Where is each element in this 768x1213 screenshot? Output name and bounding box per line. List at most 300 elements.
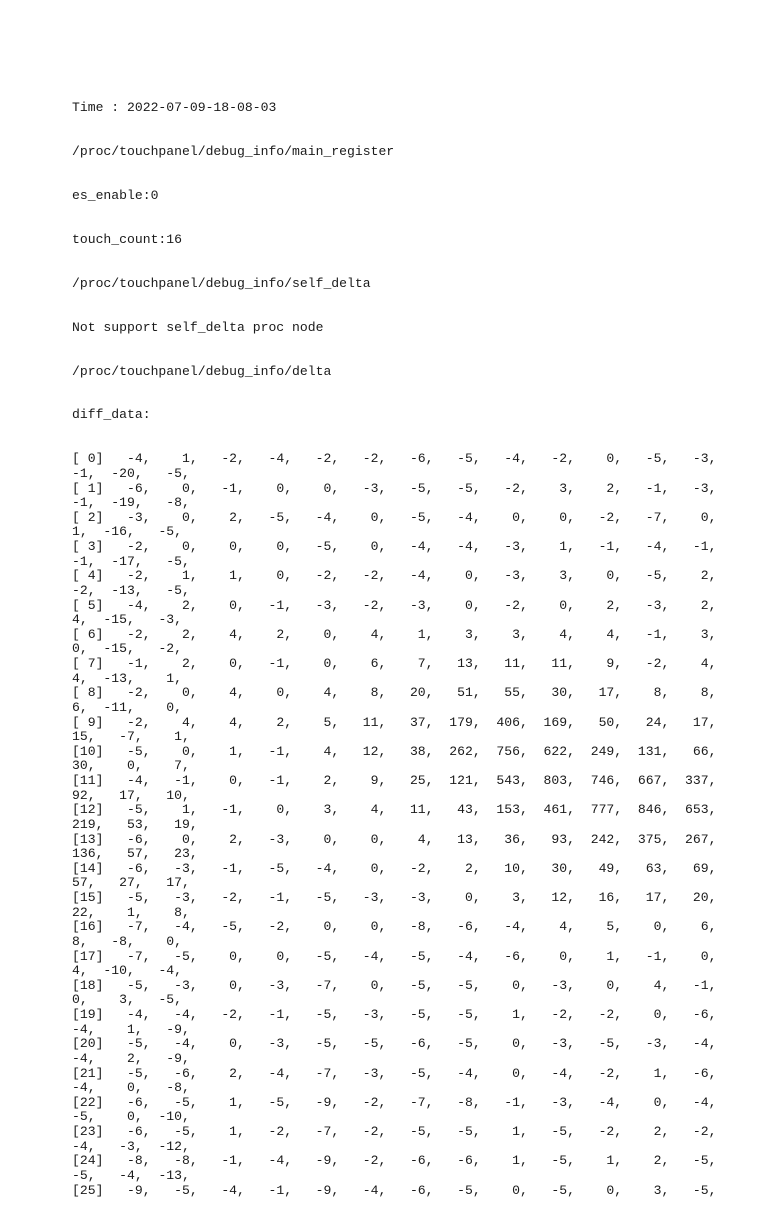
self-delta-message: Not support self_delta proc node (72, 319, 324, 335)
diff-value: -5, (292, 1036, 340, 1052)
diff-value: 777, (575, 802, 623, 818)
diff-value: -6, (150, 1065, 198, 1081)
diff-value: -5, (292, 1007, 340, 1022)
diff-value: -2, (527, 451, 575, 467)
diff-value: 4, (197, 685, 245, 701)
diff-value: -6, (386, 1182, 434, 1198)
diff-value: -4, (480, 451, 528, 467)
diff-value: -3, (150, 977, 198, 993)
diff-value: -3, (527, 1094, 575, 1110)
diff-value: -2, (339, 451, 387, 467)
diff-value: 13, (433, 831, 481, 847)
diff-value: -3, (150, 890, 198, 905)
row-index-label: [ 2] (72, 509, 104, 525)
row-index-label: [ 4] (72, 568, 104, 584)
diff-value: -12, (142, 1138, 190, 1154)
row-index-label: [ 3] (72, 539, 104, 554)
diff-row (72, 773, 717, 789)
diff-value: 756, (480, 743, 528, 759)
diff-value: -2, (339, 1153, 387, 1169)
diff-value: -6, (103, 860, 151, 876)
diff-value: -2, (134, 641, 183, 657)
diff-value: 667, (622, 773, 670, 788)
diff-value: -2, (103, 714, 151, 730)
diff-value: -7, (292, 1124, 340, 1139)
diff-value: -1, (244, 597, 293, 613)
diff-value: 0, (244, 480, 293, 496)
diff-value: -5, (103, 977, 151, 993)
diff-value: -3, (150, 860, 198, 876)
diff-value: 25, (386, 773, 434, 788)
diff-row-continuation (72, 1110, 696, 1125)
diff-value: 6, (669, 919, 717, 935)
row-index-label: [19] (72, 1007, 104, 1022)
diff-value: 27, (95, 875, 143, 891)
diff-value: 92, (72, 787, 96, 803)
diff-value: 0, (480, 977, 528, 993)
diff-value: -5, (386, 1124, 434, 1139)
diff-value: 543, (480, 773, 528, 788)
diff-value: -5, (244, 860, 293, 876)
diff-row-continuation (72, 642, 696, 657)
diff-value: 0, (150, 539, 198, 554)
diff-value: 0, (480, 509, 528, 525)
diff-value: -5, (339, 1036, 387, 1052)
diff-value: 0, (150, 509, 198, 525)
diff-value: 1, (480, 1007, 528, 1022)
diff-value: 57, (103, 846, 151, 862)
diff-row (72, 539, 717, 555)
diff-value: -1, (103, 656, 151, 671)
diff-value: -17, (95, 553, 143, 569)
diff-value: -1, (197, 860, 245, 876)
diff-value: 17, (575, 685, 623, 701)
diff-value: -5, (622, 451, 670, 467)
diff-value: -4, (669, 1094, 717, 1110)
diff-value: -4, (244, 1153, 293, 1169)
diff-value: -9, (292, 1153, 340, 1169)
diff-data-table (72, 451, 717, 1198)
diff-value: 4, (622, 977, 670, 993)
diff-value: -6, (103, 1094, 151, 1110)
diff-value: 2, (150, 626, 198, 642)
diff-value: 746, (575, 773, 623, 788)
diff-row-continuation (72, 935, 696, 950)
diff-value: -4, (575, 1094, 623, 1110)
diff-value: 0, (339, 977, 387, 993)
diff-value: 11, (480, 656, 528, 671)
diff-value: 8, (622, 685, 670, 701)
diff-value: 0, (433, 597, 481, 613)
diff-value: -4, (433, 539, 481, 554)
diff-value: -3, (339, 1065, 387, 1081)
diff-value: 55, (480, 685, 528, 701)
diff-row (72, 509, 717, 526)
diff-value: 0, (480, 1036, 528, 1052)
diff-value: -5, (433, 977, 481, 993)
diff-value: -3, (339, 1007, 387, 1022)
diff-value: 0, (134, 699, 183, 715)
diff-value: 17, (142, 875, 190, 891)
diff-value: -6, (669, 1007, 717, 1022)
diff-row-continuation (72, 789, 696, 804)
diff-value: -3, (527, 977, 575, 993)
diff-value: 0, (72, 641, 88, 657)
diff-value: 10, (142, 787, 190, 803)
diff-value: -5, (134, 992, 183, 1008)
diff-value: 0, (134, 933, 183, 949)
diff-value: 0, (197, 977, 245, 993)
diff-value: -6, (386, 451, 434, 467)
diff-value: -3, (669, 480, 717, 496)
diff-value: -5, (622, 568, 670, 584)
row-index-label: [ 0] (72, 451, 104, 467)
diff-value: -9, (292, 1094, 340, 1110)
diff-row (72, 568, 717, 584)
diff-row (72, 685, 717, 701)
diff-value: 30, (527, 860, 575, 876)
diff-value: -3, (386, 597, 434, 613)
diff-value: -8, (87, 933, 135, 949)
diff-value: 0, (95, 1080, 143, 1096)
diff-value: 1, (95, 904, 143, 920)
diff-value: -5, (142, 582, 190, 598)
diff-value: -4, (134, 963, 183, 979)
row-index-label: [ 9] (72, 714, 104, 730)
diff-value: -5, (103, 743, 151, 759)
diff-value: -5, (386, 977, 434, 993)
diff-value: 10, (480, 860, 528, 876)
diff-row (72, 1182, 717, 1199)
diff-value: -3, (244, 831, 293, 847)
diff-value: 0, (95, 1109, 143, 1125)
es-enable-line: es_enable:0 (72, 188, 159, 203)
diff-value: -5, (134, 524, 183, 540)
diff-value: -4, (622, 539, 670, 554)
diff-row (72, 1124, 717, 1140)
diff-value: 0, (244, 568, 293, 584)
diff-row (72, 1153, 717, 1169)
diff-row-continuation (72, 584, 696, 599)
diff-value: 8, (669, 685, 717, 701)
diff-value: 0, (622, 919, 670, 935)
diff-value: -2, (197, 890, 245, 905)
row-index-label: [25] (72, 1182, 104, 1198)
row-index-label: [24] (72, 1153, 104, 1169)
diff-value: -2, (480, 597, 528, 613)
diff-value: 3, (622, 1182, 670, 1198)
diff-value: -19, (95, 495, 143, 511)
diff-value: 12, (339, 743, 387, 759)
diff-value: 3, (292, 802, 340, 818)
diff-value: -5, (103, 1065, 151, 1081)
diff-value: -5, (244, 1094, 293, 1110)
diff-value: -2, (72, 582, 96, 598)
diff-value: 8, (142, 904, 190, 920)
diff-value: -5, (386, 1007, 434, 1022)
diff-value: -5, (150, 1182, 198, 1198)
diff-value: 51, (433, 685, 481, 701)
diff-value: -4, (72, 1021, 96, 1037)
diff-row (72, 480, 717, 497)
diff-row-continuation (72, 876, 696, 891)
main-register-path: /proc/touchpanel/debug_info/main_register (72, 144, 395, 160)
diff-value: 0, (244, 685, 293, 701)
diff-row (72, 860, 717, 877)
diff-value: -2, (292, 451, 340, 467)
diff-row-continuation (72, 525, 696, 540)
diff-row (72, 743, 717, 760)
diff-value: 6, (339, 656, 387, 671)
diff-row (72, 597, 717, 614)
diff-value: 0, (150, 831, 198, 847)
diff-value: -5, (292, 948, 340, 964)
diff-row (72, 1007, 717, 1023)
diff-value: -5, (292, 539, 340, 554)
diff-value: -4, (433, 948, 481, 964)
diff-value: -2, (244, 1124, 293, 1139)
diff-value: -10, (142, 1109, 190, 1125)
diff-value: 50, (575, 714, 623, 730)
diff-value: -1, (72, 465, 96, 481)
diff-value: 4, (150, 714, 198, 730)
diff-value: 2, (433, 860, 481, 876)
row-index-label: [15] (72, 890, 104, 905)
diff-value: 4, (197, 714, 245, 730)
diff-value: 4, (339, 626, 387, 642)
diff-value: 3, (433, 626, 481, 642)
diff-value: 17, (95, 787, 143, 803)
diff-value: 0, (72, 992, 88, 1008)
diff-value: -6, (103, 831, 151, 847)
diff-value: 0, (197, 539, 245, 554)
diff-value: 4, (339, 802, 387, 818)
diff-value: 153, (480, 802, 528, 818)
diff-value: -10, (87, 963, 135, 979)
diff-value: -3, (622, 597, 670, 613)
diff-value: 169, (527, 714, 575, 730)
diff-value: 1, (622, 1065, 670, 1081)
diff-value: -5, (142, 465, 190, 481)
diff-value: -1, (244, 1007, 293, 1022)
diff-value: -1, (244, 890, 293, 905)
diff-value: 11, (339, 714, 387, 730)
row-index-label: [16] (72, 919, 104, 935)
diff-value: -4, (386, 568, 434, 584)
diff-value: -4, (103, 597, 151, 613)
diff-value: 9, (575, 656, 623, 671)
diff-value: 0, (292, 919, 340, 935)
diff-value: 0, (575, 977, 623, 993)
diff-value: 23, (150, 846, 198, 862)
diff-value: 1, (575, 948, 623, 964)
diff-value: 1, (575, 1153, 623, 1169)
diff-value: -6, (103, 480, 151, 496)
timestamp-line: Time : 2022-07-09-18-08-03 (72, 100, 277, 116)
diff-row-continuation (72, 906, 696, 921)
diff-value: -9, (103, 1182, 151, 1198)
diff-value: 2, (244, 714, 293, 730)
diff-value: 0, (669, 509, 717, 525)
diff-value: 30, (527, 685, 575, 701)
diff-value: -5, (103, 1036, 151, 1052)
diff-row-continuation (72, 672, 696, 687)
diff-value: -1, (622, 626, 670, 642)
diff-value: 2, (575, 597, 623, 613)
diff-value: 2, (622, 1153, 670, 1169)
diff-value: 1, (150, 568, 198, 584)
diff-value: 2, (197, 509, 245, 525)
diff-value: 0, (150, 685, 198, 701)
diff-value: 846, (622, 802, 670, 818)
row-index-label: [21] (72, 1065, 104, 1081)
diff-row-continuation (72, 1140, 696, 1155)
diff-value: -2, (292, 568, 340, 584)
diff-value: -2, (339, 597, 387, 613)
row-index-label: [13] (72, 831, 104, 847)
diff-value: -13, (87, 670, 135, 686)
diff-value: -2, (575, 1065, 623, 1081)
diff-value: 1, (480, 1124, 528, 1139)
row-index-label: [23] (72, 1124, 104, 1139)
diff-value: -4, (244, 451, 293, 467)
diff-value: -2, (103, 539, 151, 554)
diff-value: -3, (527, 1036, 575, 1052)
diff-value: -9, (142, 1050, 190, 1066)
diff-value: -5, (575, 1036, 623, 1052)
diff-value: -4, (669, 1036, 717, 1052)
diff-value: 38, (386, 743, 434, 759)
diff-row (72, 1065, 717, 1082)
diff-value: -2, (575, 1124, 623, 1139)
diff-row-continuation (72, 1081, 696, 1096)
diff-value: 375, (622, 831, 670, 847)
row-index-label: [10] (72, 743, 104, 759)
diff-value: 2, (669, 597, 717, 613)
diff-value: 66, (669, 743, 717, 759)
diff-value: 9, (339, 773, 387, 788)
diff-value: -5, (292, 890, 340, 905)
row-index-label: [11] (72, 773, 104, 788)
diff-value: -5, (433, 451, 481, 467)
diff-value: -2, (575, 509, 623, 525)
diff-value: 4, (72, 963, 88, 979)
diff-value: 1, (480, 1153, 528, 1169)
diff-value: -6, (386, 1036, 434, 1052)
diff-value: 121, (433, 773, 481, 788)
diff-value: -1, (197, 1153, 245, 1169)
diff-value: -3, (480, 539, 528, 554)
diff-value: -5, (72, 1167, 96, 1183)
diff-value: 4, (72, 670, 88, 686)
diff-value: 653, (669, 802, 717, 818)
diff-value: -2, (386, 860, 434, 876)
self-delta-path: /proc/touchpanel/debug_info/self_delta (72, 275, 371, 291)
diff-value: 11, (386, 802, 434, 818)
diff-value: -2, (244, 919, 293, 935)
diff-row-continuation (72, 993, 696, 1008)
diff-value: -7, (103, 948, 151, 964)
diff-row (72, 948, 717, 965)
diff-value: -5, (72, 1109, 96, 1125)
diff-row-continuation (72, 701, 696, 716)
diff-value: 49, (575, 860, 623, 876)
diff-row (72, 1036, 717, 1052)
diff-value: -7, (103, 919, 151, 935)
diff-value: 4, (575, 626, 623, 642)
diff-value: 1, (134, 670, 183, 686)
diff-value: 36, (480, 831, 528, 847)
diff-value: 43, (433, 802, 481, 818)
diff-row (72, 890, 717, 906)
diff-value: 1, (95, 1021, 143, 1037)
diff-value: 3, (527, 480, 575, 496)
diff-value: 0, (527, 509, 575, 525)
diff-value: 242, (575, 831, 623, 847)
diff-value: 0, (527, 948, 575, 964)
diff-value: -5, (527, 1153, 575, 1169)
touch-count-line: touch_count:16 (72, 231, 183, 247)
row-index-label: [18] (72, 977, 104, 993)
diff-value: -5, (433, 1182, 481, 1198)
row-index-label: [14] (72, 860, 104, 876)
diff-value: 7, (142, 758, 190, 774)
diff-value: -2, (197, 451, 245, 467)
diff-value: -5, (150, 1124, 198, 1139)
diff-value: 0, (197, 1036, 245, 1052)
diff-value: -13, (142, 1167, 190, 1183)
diff-value: -2, (103, 685, 151, 701)
diff-value: 4, (386, 831, 434, 847)
diff-row (72, 802, 717, 818)
diff-value: 30, (72, 758, 96, 774)
row-index-label: [ 6] (72, 626, 104, 642)
diff-value: 0, (197, 597, 245, 613)
diff-value: -2, (480, 480, 528, 496)
diff-value: 2, (150, 656, 198, 671)
row-index-label: [ 5] (72, 597, 104, 613)
row-index-label: [22] (72, 1094, 104, 1110)
diff-value: 0, (575, 1182, 623, 1198)
diff-row-continuation (72, 1169, 696, 1184)
diff-value: 2, (197, 831, 245, 847)
diff-value: 0, (480, 1065, 528, 1081)
diff-value: -4, (72, 1080, 96, 1096)
diff-value: 0, (669, 948, 717, 964)
diff-value: 3, (480, 890, 528, 905)
diff-value: -4, (480, 919, 528, 935)
diff-value: 2, (669, 568, 717, 584)
diff-value: 20, (669, 890, 717, 905)
diff-row-continuation (72, 759, 696, 774)
diff-value: -4, (72, 1050, 96, 1066)
diff-value: 5, (575, 919, 623, 935)
diff-value: 0, (433, 890, 481, 905)
diff-value: -3, (292, 597, 340, 613)
diff-value: 0, (339, 919, 387, 935)
diff-row-continuation (72, 467, 696, 482)
diff-value: -1, (622, 480, 670, 496)
diff-value: -3, (622, 1036, 670, 1052)
diff-value: -7, (95, 729, 143, 745)
diff-value: 0, (527, 597, 575, 613)
diff-value: -1, (197, 802, 245, 818)
diff-value: -1, (669, 539, 717, 554)
diff-value: 17, (669, 714, 717, 730)
diff-value: -8, (103, 1153, 151, 1169)
diff-value: 0, (292, 656, 340, 671)
diff-value: -4, (292, 860, 340, 876)
